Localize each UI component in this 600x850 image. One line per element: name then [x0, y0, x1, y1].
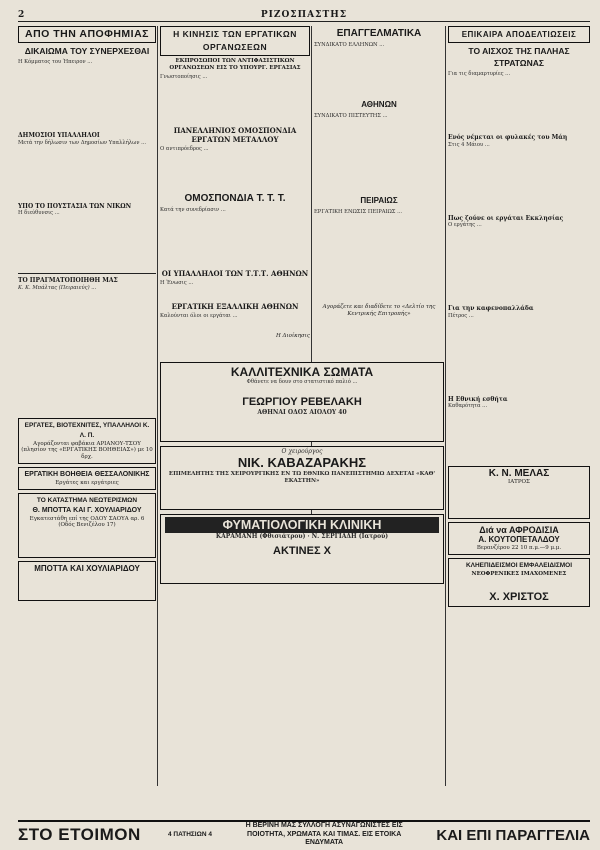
col1-ad-workers [18, 418, 156, 464]
col4-heading5: Η Εθνική εσθήτα [448, 395, 508, 403]
ad-text: ΕΠΙΜΕΛΗΤΗΣ ΤΗΣ ΧΕΙΡΟΥΡΓΙΚΗΣ ΕΝ ΤΩ ΕΘΝΙΚΩ ΠΑΝΕΠΙΣΤΗΜΙΩ ΔΕΧΕΤΑΙ «ΚΑΘ' ΕΚΑΣΤΗΝ» [168, 471, 436, 485]
col4-body4: Πέτρος ... [448, 312, 474, 319]
col2-heading5: ΕΡΓΑΤΙΚΗ ΕΞΑΛΛΙΚΗ ΑΘΗΝΩΝ [171, 302, 299, 311]
ad-text: ΙΑΤΡΟΣ [508, 479, 530, 485]
ad-filler [21, 576, 153, 598]
col1-ad-store2 [18, 561, 156, 601]
col2-body5: Καλούνται όλοι οι εργάται ... [160, 313, 238, 319]
ad-title: ΚΑΛΛΙΤΕΧΝΙΚΑ ΣΩΜΑΤΑ [230, 365, 374, 379]
col2-body3: Κατά την συνεδρίασιν ... [160, 207, 226, 213]
col3-body3: ΕΡΓΑΤΙΚΗ ΕΝΩΣΙΣ ΠΕΙΡΑΙΩΣ ... [314, 209, 403, 215]
ad-filler [451, 577, 587, 591]
banner-address: 4 ΠΑΤΗΣΙΩΝ 4 [167, 831, 212, 838]
column-rule [157, 26, 158, 786]
col4-ad-christos [448, 558, 590, 608]
column-rule [445, 26, 446, 786]
col4-heading4: Για την καφενοπαλλάδα [448, 305, 534, 312]
column-2 [160, 26, 310, 356]
column-3 [314, 26, 444, 356]
ad-text: Βερανζέρου 22 10 π.μ.—9 μ.μ. [476, 544, 562, 551]
col3-heading3: ΠΕΙΡΑΙΩΣ [360, 196, 398, 205]
ad-name: ΜΠΟΤΤΑ ΚΑΙ ΧΟΥΛΙΑΡΙΔΟΥ [34, 564, 140, 574]
ad-title: Διά να ΑΦΡΟΔΙΣΙΑ [479, 524, 559, 535]
ad-name: Κ. Ν. ΜΕΛΑΣ [488, 468, 550, 479]
ad-clinic [160, 514, 444, 584]
ad-name: Θ. ΜΠΟΤΤΑ ΚΑΙ Γ. ΧΟΥΛΙΑΡΙΔΟΥ [32, 506, 142, 514]
masthead [18, 8, 590, 22]
ad-xray: ΑΚΤΙΝΕΣ Χ [273, 545, 331, 557]
col3-heading2: ΑΘΗΝΩΝ [361, 100, 397, 109]
col1-body4: Κ. Κ. Μπάλτας (Πειραιεύς) ... [18, 284, 97, 291]
col2-body1: Γνωστοποίησις ... [160, 74, 208, 80]
col4-header: ΕΠΙΚΑΙΡΑ ΑΠΟΔΕΛΤΙΩΣΕΙΣ [448, 26, 590, 43]
column-4 [448, 26, 590, 816]
ad-text: Εγκατεστάθη επί της ΟΔΟΥ ΣΑΟΥΑ αρ. 6 (Οδός Βενιζέλου 17) [29, 515, 145, 529]
col4-body5: Καθαρότητα ... [448, 403, 488, 409]
col1-ad-store [18, 493, 156, 559]
col4-body3: Ο εργάτης ... [448, 222, 482, 228]
col4-heading2: Ενός νέμεται οι φυλακές του Μάη [448, 134, 568, 141]
banner-text: Η ΒΕΡΙΝΗ ΜΑΣ ΣΥΛΛΟΓΗ ΑΣΥΝΑΓΩΝΙΣΤΕΣ ΕΙΣ ΠΟΙΟΤΗΤΑ, ΧΡΩΜΑΤΑ ΚΑΙ ΤΙΜΑΣ. ΕΙΣ ΕΤΟΙΚΑ ΕΝΔΥΜΑΤΑ [245, 822, 403, 847]
ad-title: Ο χειρούργος [281, 448, 323, 455]
col1-header: ΑΠΟ ΤΗΝ ΑΠΟΦΗΜΙΑΣ [18, 26, 156, 43]
ad-filler [21, 531, 153, 555]
ad-text: ΝΕΟΦΡΕΝΙΚΕΣ ΙΜΑΧΟΜΕΝΕΣ [471, 570, 567, 577]
ad-text: Φθάνετε να δουν στο στατιστικό παλιό ... [246, 379, 358, 385]
ad-surgeon [160, 446, 444, 510]
ad-text: ΚΑΡΑΜΑΝΗ (Φθισιάτρου) · Ν. ΣΕΡΓΙΑΔΗ (Ιατρού) [215, 533, 389, 540]
col4-heading3: Πως ζούνε οι εργάται Εκκλησίας [448, 214, 564, 222]
lower-center-body [160, 590, 444, 816]
col2-heading3: ΟΜΟΣΠΟΝΔΙΑ Τ. Τ. Τ. [184, 193, 286, 204]
col3-heading1: ΕΠΑΓΓΕΛΜΑΤΙΚΑ [336, 28, 422, 39]
col4-ad-doctor [448, 466, 590, 519]
lower-center-text [160, 590, 444, 816]
col4-body2: Στις 4 Μάιου ... [448, 141, 490, 148]
ad-address: ΑΘΗΝΑΙ ΟΔΟΣ ΑΙΟΛΟΥ 40 [257, 409, 347, 416]
col2-heading1: ΕΚΠΡΟΣΩΠΟΙ ΤΩΝ ΑΝΤΙΦΑΣΙΣΤΙΚΩΝ ΟΡΓΑΝΩΣΕΩΝ ΕΙΣ ΤΟ ΥΠΟΥΡΓ. ΕΡΓΑΣΙΑΣ [169, 58, 301, 71]
page-number: 2 [18, 9, 25, 20]
banner-order: ΚΑΙ ΕΠΙ ΠΑΡΑΓΓΕΛΙΑ [436, 826, 590, 844]
ad-name: ΝΙΚ. ΚΑΒΑΖΑΡΑΚΗΣ [237, 455, 367, 471]
ad-name: Α. ΚΟΥΤΟΠΕΤΑΛΔΟΥ [478, 534, 560, 544]
bottom-banner [18, 820, 590, 848]
col1-ad-thessaloniki [18, 467, 156, 490]
ad-filler [451, 486, 587, 516]
col4-subheader: ΤΟ ΑΙΣΧΟΣ ΤΗΣ ΠΑΛΗΑΣ ΣΤΡΑΤΩΝΑΣ [468, 46, 570, 68]
col1-heading2: ΔΗΜΟΣΙΟΙ ΥΠΑΛΛΗΛΟΙ [18, 132, 100, 139]
col1-body3: Η διεύθυνσις ... [18, 210, 60, 216]
col4-ad-aphrodisia [448, 522, 590, 555]
ad-name: Χ. ΧΡΙΣΤΟΣ [489, 591, 549, 604]
ad-title: ΕΡΓΑΤΕΣ, ΒΙΟΤΕΧΝΙΤΕΣ, ΥΠΑΛΛΗΛΟΙ Κ. Λ. Π. [24, 421, 150, 439]
col3-body1: ΣΥΝΔΙΚΑΤΟ ΕΛΛΗΝΩΝ ... [314, 42, 385, 48]
banner-ready: ΣΤΟ ΕΤΟΙΜΟΝ [18, 825, 141, 844]
ad-name: ΓΕΩΡΓΙΟΥ ΡΕΒΕΛΑΚΗ [242, 396, 362, 408]
col2-body4: Η Ένωσις ... [160, 280, 194, 286]
col2-heading2: ΠΑΝΕΛΛΗΝΙΟΣ ΟΜΟΣΠΟΝΔΙΑ ΕΡΓΑΤΩΝ ΜΕΤΑΛΛΟΥ [173, 126, 297, 144]
ad-title: ΕΡΓΑΤΙΚΗ ΒΟΗΘΕΙΑ ΘΕΣΣΑΛΟΝΙΚΗΣ [24, 470, 150, 478]
ad-title: ΚΛΗΕΠΙΔΕΙΣΜΟΙ ΕΜΦΑΛΕΙΔΙΣΜΟΙ [465, 561, 573, 569]
col1-heading4: ΤΟ ΠΡΑΓΜΑΤΟΠΟΙΗΘΗ ΜΑΣ [18, 277, 118, 284]
col1-subheader: ΔΙΚΑΙΩΜΑ ΤΟΥ ΣΥΝΕΡΧΕΣΘΑΙ [24, 46, 150, 56]
col1-body1: Η Κόμματος του Ήπειρον ... [18, 59, 93, 65]
col2-header: Η ΚΙΝΗΣΙΣ ΤΩΝ ΕΡΓΑΤΙΚΩΝ ΟΡΓΑΝΩΣΕΩΝ [160, 26, 310, 56]
paper-name: ΡΙΖΟΣΠΑΣΤΗΣ [260, 9, 348, 20]
col1-body2: Μετά την δήλωσιν των Δημοσίων Υπαλλήλων ... [18, 139, 147, 146]
ad-title: ΦΥΜΑΤΙΟΛΟΓΙΚΗ ΚΛΙΝΙΚΗ [165, 517, 439, 533]
col2-body2: Ο αντιπρόεδρος ... [160, 146, 209, 152]
col1-heading3: ΥΠΟ ΤΟ ΠΟΥΣΤΑΣΙΑ ΤΩΝ ΝΙΚΩΝ [18, 202, 132, 210]
ad-text: Εργάτες και εργάτριες [55, 479, 119, 486]
col2-signature: Η Διοίκησις [275, 333, 310, 339]
col4-body1: Για τις διαμαρτυρίες ... [448, 71, 511, 77]
ad-title: ΤΟ ΚΑΤΑΣΤΗΜΑ ΝΕΩΤΕΡΙΣΜΩΝ [36, 496, 138, 504]
col3-signature: Αγοράζετε και διαδίδετε το «Δελτίο της Κεντρικής Επιτροπής» [322, 304, 436, 317]
col2-heading4: ΟΙ ΥΠΑΛΛΗΛΟΙ ΤΩΝ Τ.Τ.Τ. ΑΘΗΝΩΝ [161, 269, 309, 278]
col3-body2: ΣΥΝΔΙΚΑΤΟ ΠΙΣΤΕΥΤΗΣ ... [314, 113, 388, 119]
ad-artistic [160, 362, 444, 442]
divider [18, 273, 156, 274]
ad-text: Αγοράζονται φαβάκια ΑΡΙΑΝΟΥ-ΤΣΟΥ (πλησίον της «ΕΡΓΑΤΙΚΗΣ ΒΟΗΘΕΙΑΣ») με 10 δρχ. [21, 440, 153, 461]
column-1 [18, 26, 156, 816]
